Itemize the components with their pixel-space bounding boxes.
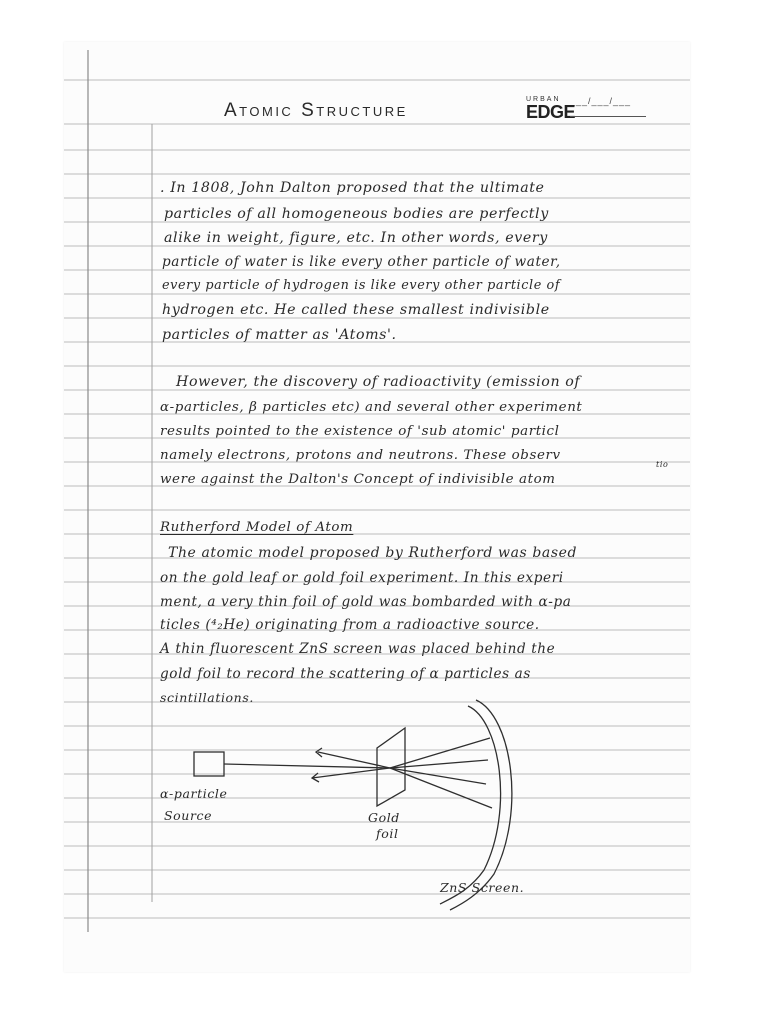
logo-small-text: URBAN [526, 96, 561, 103]
diagram-label-foil: foil [376, 826, 399, 841]
text-line: every particle of hydrogen is like every other particle of [162, 278, 561, 293]
urban-edge-logo [526, 96, 650, 124]
text-line: gold foil to record the scattering of α particles as [160, 666, 531, 682]
date-slots: ___/___/___ [570, 96, 632, 106]
text-line: However, the discovery of radioactivity (emission of [176, 374, 581, 390]
page-title: Atomic Structure [224, 100, 408, 121]
logo-main-text: EDGE [526, 102, 576, 122]
diagram-label-zns-screen: ZnS Screen. [440, 880, 525, 895]
text-line: scintillations. [160, 690, 254, 705]
section-heading: Rutherford Model of Atom [160, 520, 354, 535]
text-line: particles of all homogeneous bodies are perfectly [164, 206, 549, 222]
text-line: hydrogen etc. He called these smallest indivisible [162, 302, 550, 318]
text-line: on the gold leaf or gold foil experiment. In this experi [160, 570, 564, 586]
text-line: results pointed to the existence of 'sub atomic' particl [160, 424, 560, 439]
text-line: The atomic model proposed by Rutherford was based [168, 545, 578, 561]
diagram-label-alpha: α-particle [160, 786, 228, 801]
text-line: particles of matter as 'Atoms'. [162, 327, 397, 343]
text-line: . In 1808, John Dalton proposed that the ultimate [160, 180, 545, 196]
inserted-text: tio [656, 460, 669, 469]
text-line: namely electrons, protons and neutrons. These observ [160, 448, 561, 463]
text-line: were against the Dalton's Concept of indivisible atom [160, 472, 556, 487]
text-line: alike in weight, figure, etc. In other words, every [164, 230, 548, 246]
text-line: particle of water is like every other particle of water, [162, 254, 561, 270]
text-line: ment, a very thin foil of gold was bombarded with α-pa [160, 594, 572, 610]
text-line: ticles (⁴₂He) originating from a radioactive source. [160, 617, 540, 633]
logo-underline [570, 116, 646, 117]
diagram-label-gold: Gold [368, 810, 400, 825]
diagram-label-source: Source [164, 808, 213, 823]
text-line: A thin fluorescent ZnS screen was placed behind the [160, 641, 556, 657]
text-line: α-particles, β particles etc) and several other experiment [160, 400, 583, 415]
